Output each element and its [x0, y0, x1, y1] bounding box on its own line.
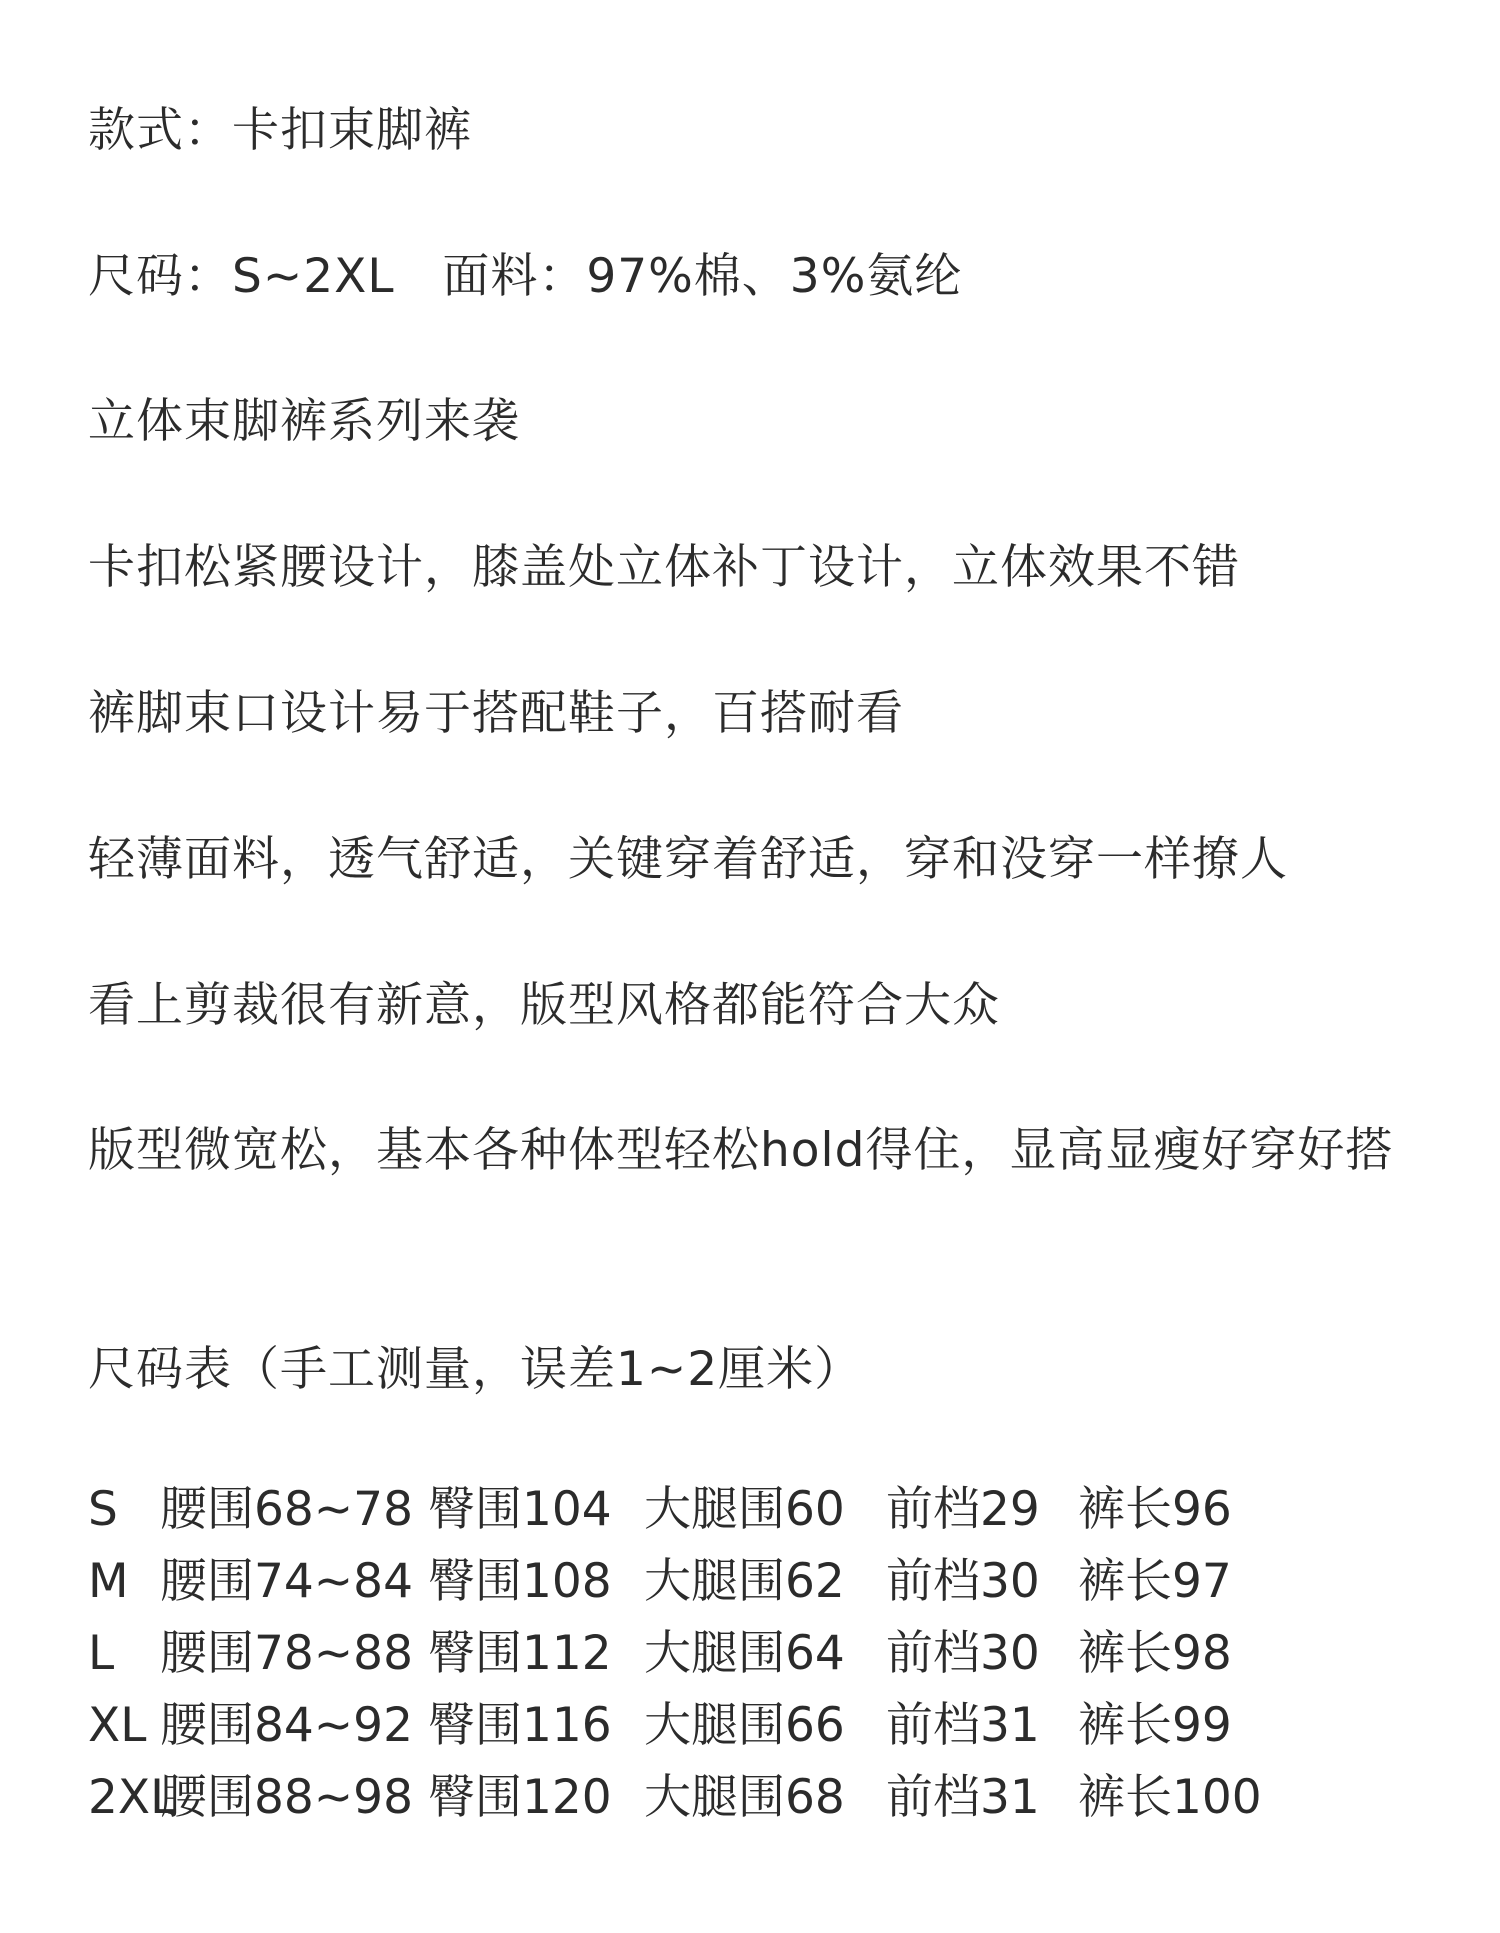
hip-value: 臀围108	[428, 1554, 612, 1609]
size-fabric-line: 尺码：S~2XL 面料：97%棉、3%氨纶	[88, 249, 963, 304]
design-line: 卡扣松紧腰设计，膝盖处立体补丁设计，立体效果不错	[88, 540, 1240, 595]
length-value: 裤长96	[1078, 1482, 1232, 1537]
cut-line: 看上剪裁很有新意，版型风格都能符合大众	[88, 978, 1000, 1033]
waist-value: 腰围78~88	[160, 1626, 413, 1681]
waist-value: 腰围74~84	[160, 1554, 413, 1609]
size-label: S	[88, 1482, 118, 1537]
fabric-line: 轻薄面料，透气舒适，关键穿着舒适，穿和没穿一样撩人	[88, 832, 1288, 887]
waist-value: 腰围68~78	[160, 1482, 413, 1537]
size-table-title: 尺码表（手工测量，误差1~2厘米）	[88, 1342, 863, 1397]
rise-value: 前档29	[886, 1482, 1040, 1537]
thigh-value: 大腿围62	[644, 1554, 845, 1609]
thigh-value: 大腿围60	[644, 1482, 845, 1537]
rise-value: 前档30	[886, 1626, 1040, 1681]
thigh-value: 大腿围68	[644, 1770, 845, 1825]
hip-value: 臀围116	[428, 1698, 612, 1753]
waist-value: 腰围84~92	[160, 1698, 413, 1753]
hip-value: 臀围104	[428, 1482, 612, 1537]
hip-value: 臀围120	[428, 1770, 612, 1825]
thigh-value: 大腿围64	[644, 1626, 845, 1681]
size-label: M	[88, 1554, 129, 1609]
waist-value: 腰围88~98	[160, 1770, 413, 1825]
size-label: XL	[88, 1698, 147, 1753]
length-value: 裤长97	[1078, 1554, 1232, 1609]
length-value: 裤长100	[1078, 1770, 1262, 1825]
length-value: 裤长98	[1078, 1626, 1232, 1681]
rise-value: 前档31	[886, 1698, 1040, 1753]
length-value: 裤长99	[1078, 1698, 1232, 1753]
rise-value: 前档31	[886, 1770, 1040, 1825]
size-label: L	[88, 1626, 115, 1681]
size-label: 2XL	[88, 1770, 177, 1825]
series-line: 立体束脚裤系列来袭	[88, 394, 520, 449]
rise-value: 前档30	[886, 1554, 1040, 1609]
cuff-line: 裤脚束口设计易于搭配鞋子，百搭耐看	[88, 686, 904, 741]
hip-value: 臀围112	[428, 1626, 612, 1681]
style-line: 款式：卡扣束脚裤	[88, 103, 472, 158]
fit-line: 版型微宽松，基本各种体型轻松hold得住，显高显瘦好穿好搭	[88, 1123, 1394, 1178]
thigh-value: 大腿围66	[644, 1698, 845, 1753]
